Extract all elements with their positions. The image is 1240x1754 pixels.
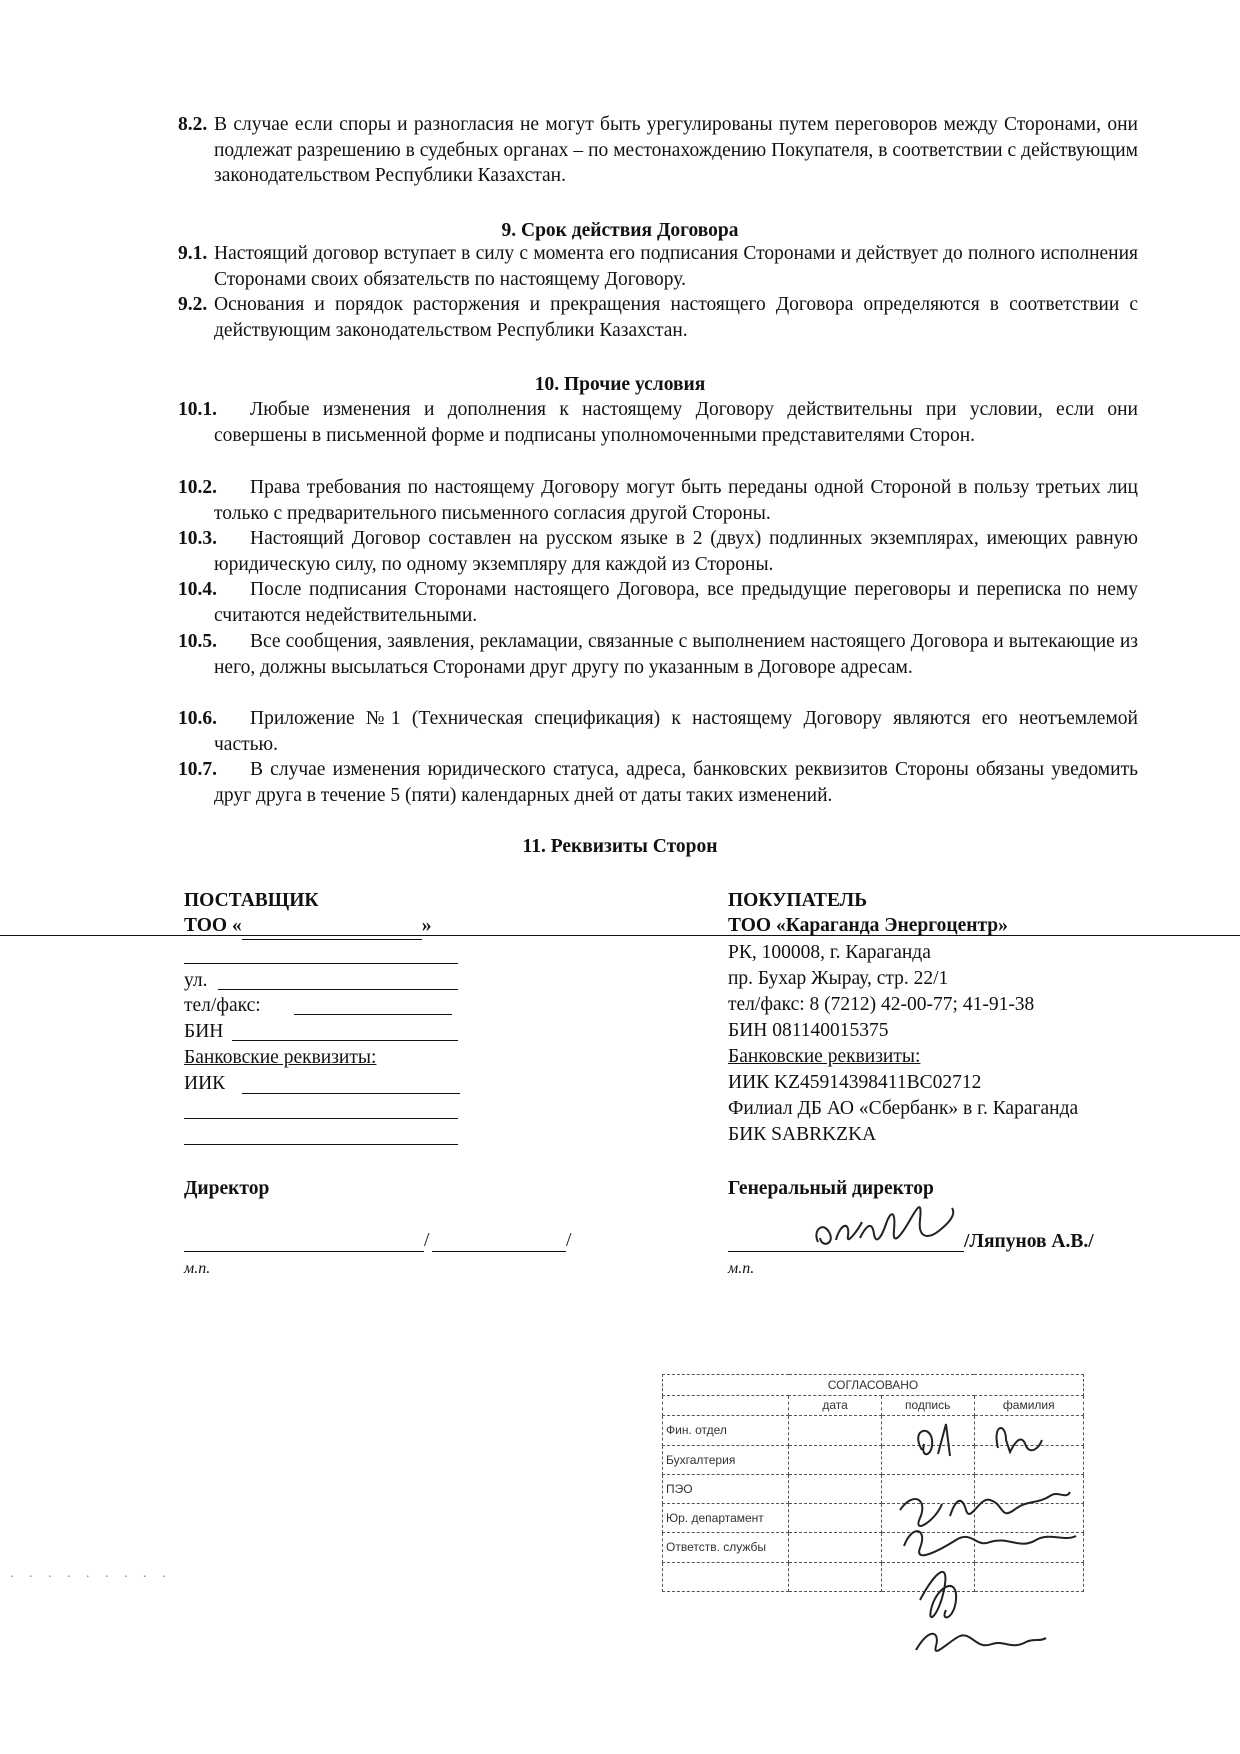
slash: / — [566, 1230, 572, 1251]
supplier-blank-line-2 — [184, 1118, 458, 1119]
buyer-bank: Филиал ДБ АО «Сбербанк» в г. Караганда — [728, 1098, 1079, 1119]
clause-text: Все сообщения, заявления, рекламации, связанные с выполнением настоящего Договора и вытекающие из него, должны высылаться Сторонами друг другу по указанным в Договоре адресам. — [214, 631, 1138, 678]
clause-number: 9.1. — [178, 243, 208, 264]
clause-number: 9.2. — [178, 294, 208, 315]
supplier-company-suffix: » — [421, 915, 432, 936]
supplier-bin-label: БИН — [184, 1021, 224, 1042]
stamp-row-label: Ответств. службы — [663, 1533, 789, 1562]
buyer-stamp-place: м.п. — [728, 1260, 755, 1277]
clause-10-1 — [178, 397, 1138, 448]
supplier-company-blank — [242, 913, 422, 940]
buyer-role: ПОКУПАТЕЛЬ — [728, 890, 868, 911]
clause-number: 10.4. — [178, 579, 217, 600]
supplier-phone-line — [294, 1014, 452, 1015]
clause-number: 10.6. — [178, 708, 217, 729]
clause-10-5 — [178, 629, 1138, 680]
buyer-address-2: пр. Бухар Жырау, стр. 22/1 — [728, 968, 949, 989]
slash: / — [424, 1230, 430, 1251]
supplier-bank-label: Банковские реквизиты: — [184, 1047, 377, 1068]
buyer-iik: ИИК KZ45914398411BC02712 — [728, 1072, 982, 1093]
director-signature-icon — [810, 1190, 960, 1260]
clause-10-2 — [178, 475, 1138, 526]
buyer-phone: тел/факс: 8 (7212) 42-00-77; 41-91-38 — [728, 994, 1035, 1015]
buyer-signer-name: /Ляпунов А.В./ — [964, 1231, 1094, 1252]
section-10-title: 10. Прочие условия — [534, 374, 706, 395]
clause-number: 10.1. — [178, 399, 217, 420]
buyer-bik: БИК SABRKZKA — [728, 1124, 877, 1145]
supplier-blank-line — [184, 963, 458, 964]
supplier-street-label: ул. — [184, 970, 208, 991]
clause-10-3 — [178, 526, 1138, 577]
buyer-company: ТОО «Караганда Энергоцентр» — [728, 915, 1008, 936]
clause-text: Настоящий Договор составлен на русском языке в 2 (двух) подлинных экземплярах, имеющих равную юридическую силу, по одному экземпляру для каждой из Стороны. — [214, 528, 1138, 575]
stamp-col-date: дата — [789, 1395, 882, 1416]
stamp-signatures-icon — [880, 1400, 1100, 1670]
clause-text: В случае если споры и разногласия не могут быть урегулированы путем переговоров между Сторонами, они подлежат разрешению в судебных органах – по местонахождению Покупателя, в соответствии с действующим законодательством Республики Казахстан. — [214, 114, 1138, 186]
supplier-name-line — [432, 1251, 566, 1252]
supplier-street-line — [218, 989, 458, 990]
supplier-phone-label: тел/факс: — [184, 995, 261, 1016]
stamp-row-label: Бухгалтерия — [663, 1445, 789, 1474]
stamp-row-label: ПЭО — [663, 1474, 789, 1503]
buyer-address-1: РК, 100008, г. Караганда — [728, 942, 931, 963]
clause-text: Основания и порядок расторжения и прекращения настоящего Договора определяются в соответствии с действующим законодательством Республики Казахстан. — [214, 294, 1138, 341]
clause-10-7 — [178, 757, 1138, 808]
stamp-row-label: Юр. департамент — [663, 1504, 789, 1533]
supplier-iik-line — [242, 1093, 460, 1094]
supplier-sign-line — [184, 1251, 424, 1252]
supplier-role: ПОСТАВЩИК — [184, 890, 319, 911]
clause-9-1 — [178, 241, 1138, 292]
stamp-row-label: Фин. отдел — [663, 1416, 789, 1445]
clause-10-4 — [178, 577, 1138, 628]
clause-10-6 — [178, 706, 1138, 757]
supplier-iik-label: ИИК — [184, 1073, 226, 1094]
clause-text: В случае изменения юридического статуса, адреса, банковских реквизитов Стороны обязаны уведомить друг друга в течение 5 (пяти) календарных дней от даты таких изменений. — [214, 759, 1138, 806]
clause-text: Любые изменения и дополнения к настоящему Договору действительны при условии, если они совершены в письменной форме и подписаны уполномоченными представителями Сторон. — [214, 399, 1138, 446]
section-11-title: 11. Реквизиты Сторон — [522, 836, 718, 857]
clause-9-2 — [178, 292, 1138, 343]
supplier-bin-line — [232, 1040, 458, 1041]
supplier-signer-title: Директор — [184, 1178, 270, 1199]
scan-dots: . . . . . . . . . — [10, 1566, 172, 1581]
buyer-bank-label: Банковские реквизиты: — [728, 1046, 921, 1067]
supplier-blank-line-3 — [184, 1144, 458, 1145]
supplier-stamp-place: м.п. — [184, 1260, 211, 1277]
stamp-col-name: фамилия — [974, 1395, 1083, 1416]
clause-text: Приложение №1 (Техническая спецификация) к настоящему Договору являются его неотъемлемой частью. — [214, 708, 1138, 755]
clause-text: После подписания Сторонами настоящего Договора, все предыдущие переговоры и переписка по нему считаются недействительными. — [214, 579, 1138, 626]
clause-number: 10.2. — [178, 477, 217, 498]
section-9-title: 9. Срок действия Договора — [501, 220, 739, 241]
clause-text: Настоящий договор вступает в силу с момента его подписания Сторонами и действует до полного исполнения Сторонами своих обязательств по настоящему Договору. — [214, 243, 1138, 290]
clause-text: Права требования по настоящему Договору могут быть переданы одной Стороной в пользу третьих лиц только с предварительного письменного согласия другой Стороны. — [214, 477, 1138, 524]
clause-number: 10.7. — [178, 759, 217, 780]
clause-number: 10.5. — [178, 631, 217, 652]
clause-number: 8.2. — [178, 114, 208, 135]
clause-number: 10.3. — [178, 528, 217, 549]
stamp-title: СОГЛАСОВАНО — [663, 1375, 1084, 1396]
buyer-signer-title: Генеральный директор — [728, 1178, 934, 1199]
clause-8-2 — [178, 112, 1138, 189]
buyer-bin: БИН 081140015375 — [728, 1020, 889, 1041]
supplier-company — [184, 913, 431, 940]
supplier-company-prefix: ТОО « — [184, 915, 242, 936]
stamp-col-sign: подпись — [881, 1395, 974, 1416]
